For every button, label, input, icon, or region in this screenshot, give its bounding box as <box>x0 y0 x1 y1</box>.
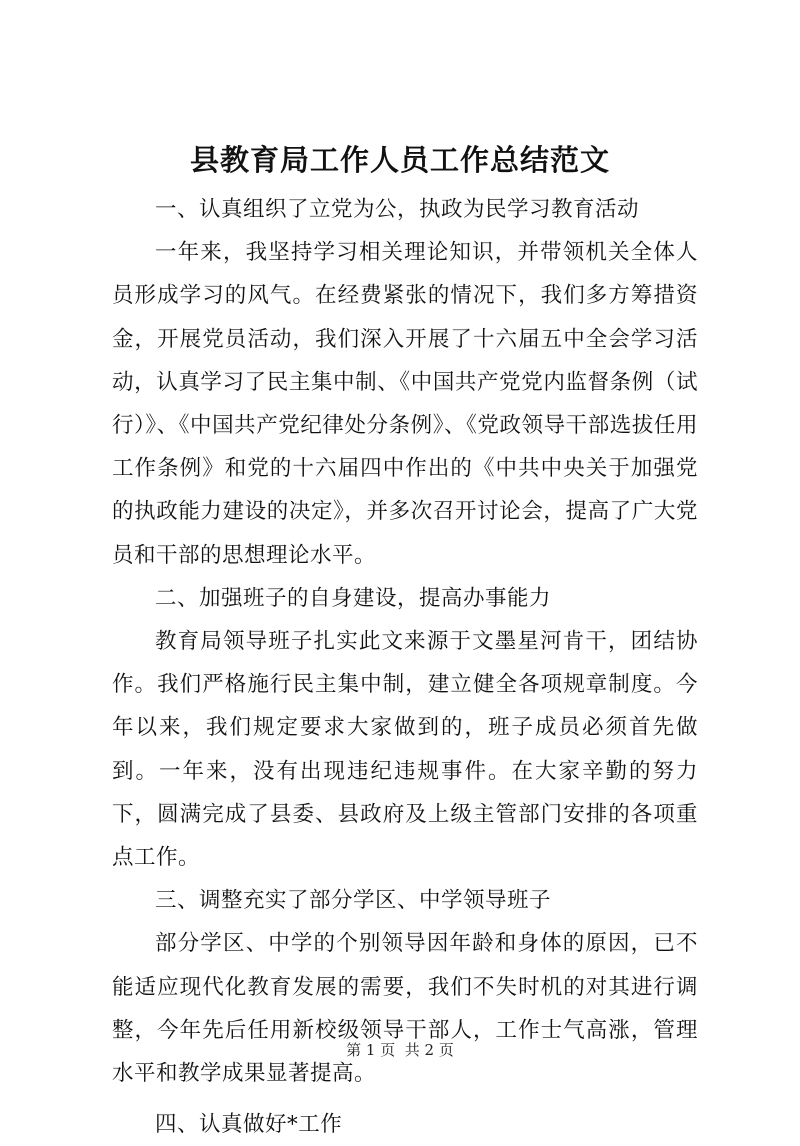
document-title: 县教育局工作人员工作总结范文 <box>189 143 610 177</box>
paragraph-gap <box>112 1095 698 1103</box>
page-number-label: 第 1 页 共 2 页 <box>346 1041 454 1059</box>
section-heading-3: 三、调整充实了部分学区、中学领导班子 <box>155 888 552 914</box>
document-body <box>112 188 698 1146</box>
section-heading-1: 一、认真组织了立党为公，执政为民学习教育活动 <box>155 197 640 222</box>
section-paragraph-3: 部分学区、中学的个别领导因年龄和身体的原因，已不能适应现代化教育发展的需要，我们不失时机的对其进行调整，今年先后任用新校级领导干部人，工作士气高涨，管理水平和教学成果显著提高。 <box>112 931 698 1087</box>
section-heading-4: 四、认真做好*工作 <box>155 1112 343 1138</box>
section-paragraph-2: 教育局领导班子扎实此文来源于文墨星河肯干，团结协作。我们严格施行民主集中制，建立健全各项规章制度。今年以来，我们规定要求大家做到的，班子成员必须首先做到。一年来，没有出现违纪违规事件。在大家辛勤的努力下，圆满完成了县委、县政府及上级主管部门安排的各项重点工作。 <box>112 629 698 871</box>
section-heading-2: 二、加强班子的自身建设，提高办事能力 <box>155 585 552 611</box>
page-footer <box>0 1040 800 1060</box>
section-paragraph-1: 一年来，我坚持学习相关理论知识，并带领机关全体人员形成学习的风气。在经费紧张的情况下，我们多方筹措资金，开展党员活动，我们深入开展了十六届五中全会学习活动，认真学习了民主集中制、《中国共产党党内监督条例（试行）》、《中国共产党纪律处分条例》、《党政领导干部选拔任用工作条例》和党的十六届四中作出的《中共中央关于加强党的执政能力建设的决定》，并多次召开讨论会，提高了广大党员和干部的思想理论水平。 <box>112 240 698 568</box>
